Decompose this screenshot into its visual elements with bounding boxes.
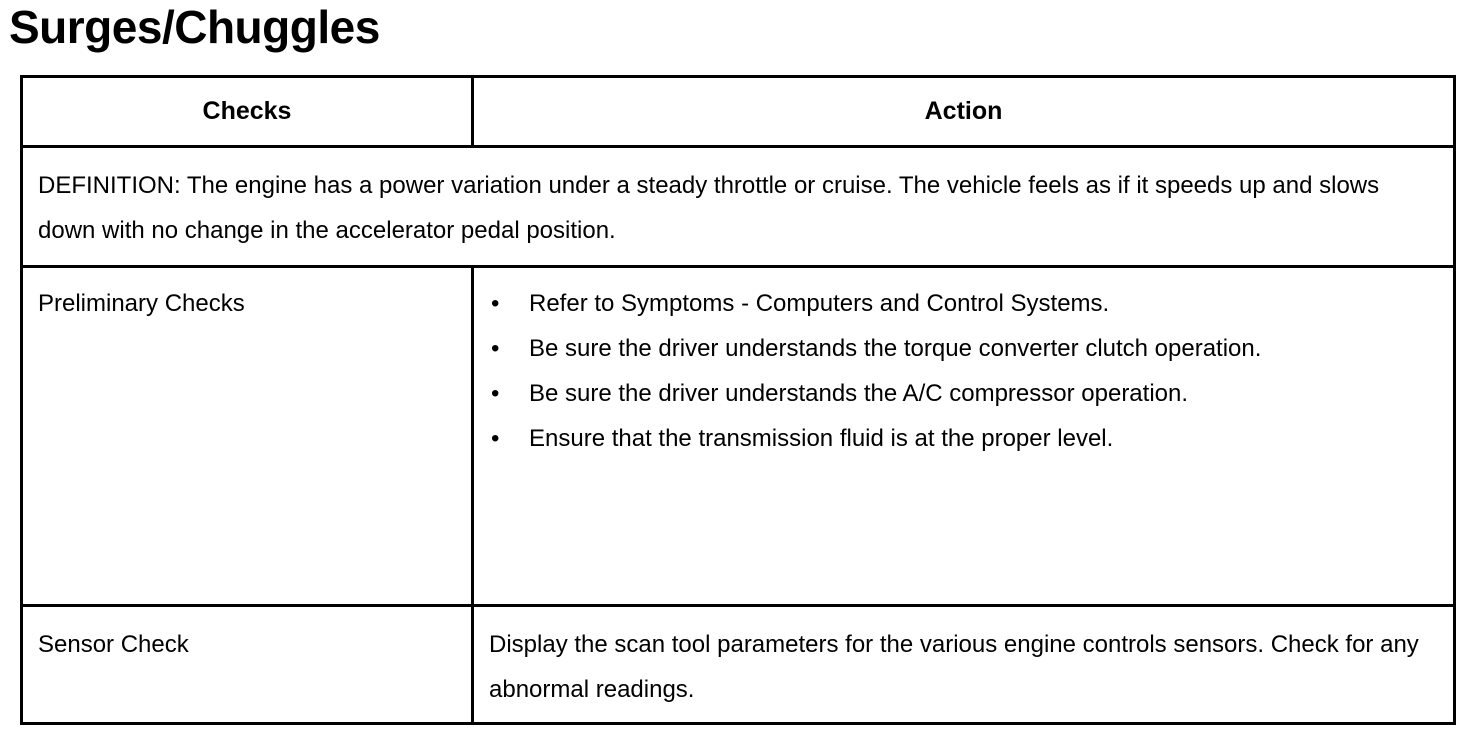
table-row-sensor-check bbox=[23, 607, 1453, 725]
header-checks: Checks bbox=[23, 78, 474, 145]
table-header-row bbox=[23, 78, 1453, 148]
page-title: Surges/Chuggles bbox=[9, 1, 380, 53]
header-action: Action bbox=[924, 97, 1003, 125]
list-item-text: Ensure that the transmission fluid is at the proper level. bbox=[529, 425, 1114, 452]
action-text: Display the scan tool parameters for the various engine controls sensors. Check for any abnormal readings. bbox=[489, 631, 1419, 703]
action-cell bbox=[474, 607, 1453, 725]
action-cell bbox=[474, 268, 1453, 604]
list-item-text: Be sure the driver understands the torque converter clutch operation. bbox=[529, 335, 1262, 362]
bullet-icon: • bbox=[491, 380, 500, 407]
check-label: Preliminary Checks bbox=[38, 290, 245, 317]
definition-row bbox=[23, 148, 1453, 268]
bullet-icon: • bbox=[491, 335, 500, 362]
list-item bbox=[489, 371, 1433, 416]
check-cell bbox=[23, 607, 474, 725]
bullet-icon: • bbox=[491, 290, 500, 317]
action-bullet-list bbox=[489, 281, 1433, 461]
check-label: Sensor Check bbox=[38, 631, 189, 658]
list-item-text: Be sure the driver understands the A/C compressor operation. bbox=[529, 380, 1189, 407]
table-row-preliminary-checks bbox=[23, 268, 1453, 607]
list-item bbox=[489, 326, 1433, 371]
list-item bbox=[489, 281, 1433, 326]
list-item-text: Refer to Symptoms - Computers and Control Systems. bbox=[529, 290, 1110, 317]
list-item bbox=[489, 416, 1433, 461]
symptom-table bbox=[20, 75, 1456, 725]
check-cell bbox=[23, 268, 474, 604]
bullet-icon: • bbox=[491, 425, 500, 452]
definition-text: DEFINITION: The engine has a power variation under a steady throttle or cruise. The vehicle feels as if it speeds up and slows down with no change in the accelerator pedal position. bbox=[38, 172, 1380, 244]
